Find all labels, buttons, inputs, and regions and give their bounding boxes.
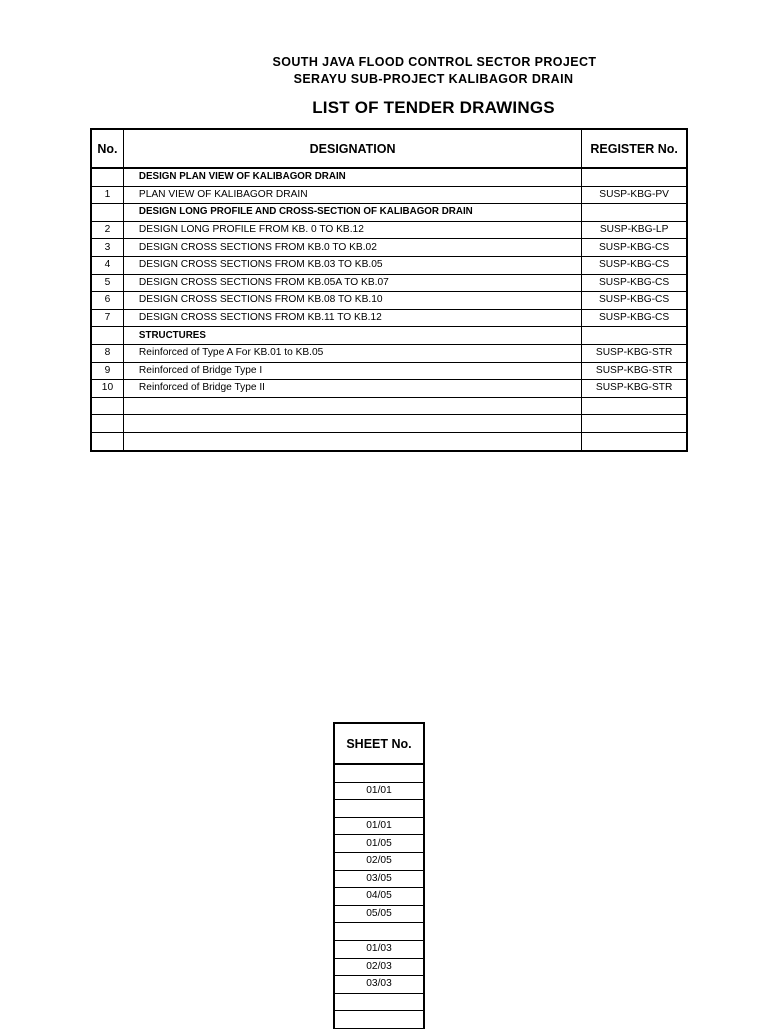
- cell-register: SUSP-KBG-LP: [582, 221, 687, 239]
- sheet-row: [334, 940, 424, 958]
- cell-register: SUSP-KBG-STR: [582, 380, 687, 398]
- cell-designation: Reinforced of Bridge Type II: [123, 380, 581, 398]
- cell-no: 5: [91, 274, 123, 292]
- cell-no: [91, 327, 123, 345]
- sheet-row: [334, 1011, 424, 1029]
- sheet-row: [334, 764, 424, 782]
- cell-designation: DESIGN CROSS SECTIONS FROM KB.11 TO KB.12: [123, 309, 581, 327]
- cell-sheet-no: 05/05: [334, 905, 424, 923]
- column-header-sheet: SHEET No.: [334, 723, 424, 764]
- cell-designation: PLAN VIEW OF KALIBAGOR DRAIN: [123, 186, 581, 204]
- cell-sheet-no: [334, 923, 424, 941]
- table-row: [91, 274, 687, 292]
- sheet-row: [334, 923, 424, 941]
- table-row: [91, 256, 687, 274]
- column-header-register: REGISTER No.: [582, 129, 687, 168]
- cell-designation: DESIGN CROSS SECTIONS FROM KB.08 TO KB.10: [123, 292, 581, 310]
- cell-designation: Reinforced of Type A For KB.01 to KB.05: [123, 344, 581, 362]
- table-row: [91, 309, 687, 327]
- table-row: [91, 221, 687, 239]
- sheet-row: [334, 870, 424, 888]
- cell-sheet-no: 01/01: [334, 782, 424, 800]
- table-row: [91, 239, 687, 257]
- cell-designation: [123, 415, 581, 433]
- subproject-name: SERAYU SUB-PROJECT KALIBAGOR DRAIN: [293, 72, 574, 86]
- cell-designation: DESIGN CROSS SECTIONS FROM KB.05A TO KB.07: [123, 274, 581, 292]
- table-row: [91, 344, 687, 362]
- cell-register: SUSP-KBG-STR: [582, 362, 687, 380]
- sheet-row: [334, 782, 424, 800]
- cell-designation: DESIGN CROSS SECTIONS FROM KB.0 TO KB.02: [123, 239, 581, 257]
- sheet-row: [334, 800, 424, 818]
- cell-no: [91, 168, 123, 186]
- document-title: LIST OF TENDER DRAWINGS: [312, 98, 555, 117]
- cell-no: 6: [91, 292, 123, 310]
- cell-sheet-no: 01/03: [334, 940, 424, 958]
- cell-no: [91, 204, 123, 222]
- cell-register: [582, 327, 687, 345]
- table-row: [91, 204, 687, 222]
- table-row: [91, 362, 687, 380]
- cell-sheet-no: 01/01: [334, 817, 424, 835]
- sheet-header-row: [334, 723, 424, 764]
- cell-register: SUSP-KBG-STR: [582, 344, 687, 362]
- table-row: [91, 432, 687, 450]
- sheet-row: [334, 852, 424, 870]
- table-row: [91, 397, 687, 415]
- cell-sheet-no: 03/03: [334, 976, 424, 994]
- document-header: [90, 54, 768, 118]
- table-row: [91, 168, 687, 186]
- sheet-row: [334, 817, 424, 835]
- cell-sheet-no: [334, 800, 424, 818]
- tender-drawings-table: [90, 128, 688, 452]
- cell-register: SUSP-KBG-CS: [582, 256, 687, 274]
- cell-register: [582, 204, 687, 222]
- cell-register: [582, 168, 687, 186]
- table-header-row: [91, 129, 687, 168]
- sheet-row: [334, 835, 424, 853]
- cell-designation: [123, 432, 581, 450]
- cell-register: SUSP-KBG-PV: [582, 186, 687, 204]
- sheet-row: [334, 888, 424, 906]
- cell-sheet-no: 02/05: [334, 852, 424, 870]
- cell-no: [91, 432, 123, 450]
- cell-register: SUSP-KBG-CS: [582, 239, 687, 257]
- cell-sheet-no: 04/05: [334, 888, 424, 906]
- column-header-no: No.: [91, 129, 123, 168]
- cell-designation: [123, 397, 581, 415]
- cell-sheet-no: 02/03: [334, 958, 424, 976]
- cell-register: [582, 415, 687, 433]
- cell-no: 10: [91, 380, 123, 398]
- cell-no: [91, 415, 123, 433]
- cell-register: [582, 432, 687, 450]
- cell-register: SUSP-KBG-CS: [582, 309, 687, 327]
- cell-no: 7: [91, 309, 123, 327]
- cell-no: 1: [91, 186, 123, 204]
- cell-no: [91, 397, 123, 415]
- table-row: [91, 292, 687, 310]
- cell-register: SUSP-KBG-CS: [582, 292, 687, 310]
- table-row: [91, 186, 687, 204]
- project-name: SOUTH JAVA FLOOD CONTROL SECTOR PROJECT: [272, 55, 597, 69]
- sheet-row: [334, 958, 424, 976]
- table-row: [91, 380, 687, 398]
- cell-no: 9: [91, 362, 123, 380]
- cell-sheet-no: [334, 993, 424, 1011]
- table-row: [91, 415, 687, 433]
- cell-designation: DESIGN LONG PROFILE FROM KB. 0 TO KB.12: [123, 221, 581, 239]
- cell-sheet-no: 01/05: [334, 835, 424, 853]
- cell-designation: DESIGN PLAN VIEW OF KALIBAGOR DRAIN: [123, 168, 581, 186]
- cell-no: 8: [91, 344, 123, 362]
- sheet-row: [334, 905, 424, 923]
- cell-designation: DESIGN CROSS SECTIONS FROM KB.03 TO KB.05: [123, 256, 581, 274]
- cell-sheet-no: 03/05: [334, 870, 424, 888]
- sheet-number-table: [333, 722, 425, 1029]
- cell-designation: STRUCTURES: [123, 327, 581, 345]
- sheet-row: [334, 976, 424, 994]
- cell-no: 3: [91, 239, 123, 257]
- table-row: [91, 327, 687, 345]
- cell-no: 4: [91, 256, 123, 274]
- cell-no: 2: [91, 221, 123, 239]
- cell-register: SUSP-KBG-CS: [582, 274, 687, 292]
- cell-sheet-no: [334, 764, 424, 782]
- sheet-row: [334, 993, 424, 1011]
- cell-sheet-no: [334, 1011, 424, 1029]
- cell-designation: Reinforced of Bridge Type I: [123, 362, 581, 380]
- cell-designation: DESIGN LONG PROFILE AND CROSS-SECTION OF KALIBAGOR DRAIN: [123, 204, 581, 222]
- cell-register: [582, 397, 687, 415]
- column-header-designation: DESIGNATION: [123, 129, 581, 168]
